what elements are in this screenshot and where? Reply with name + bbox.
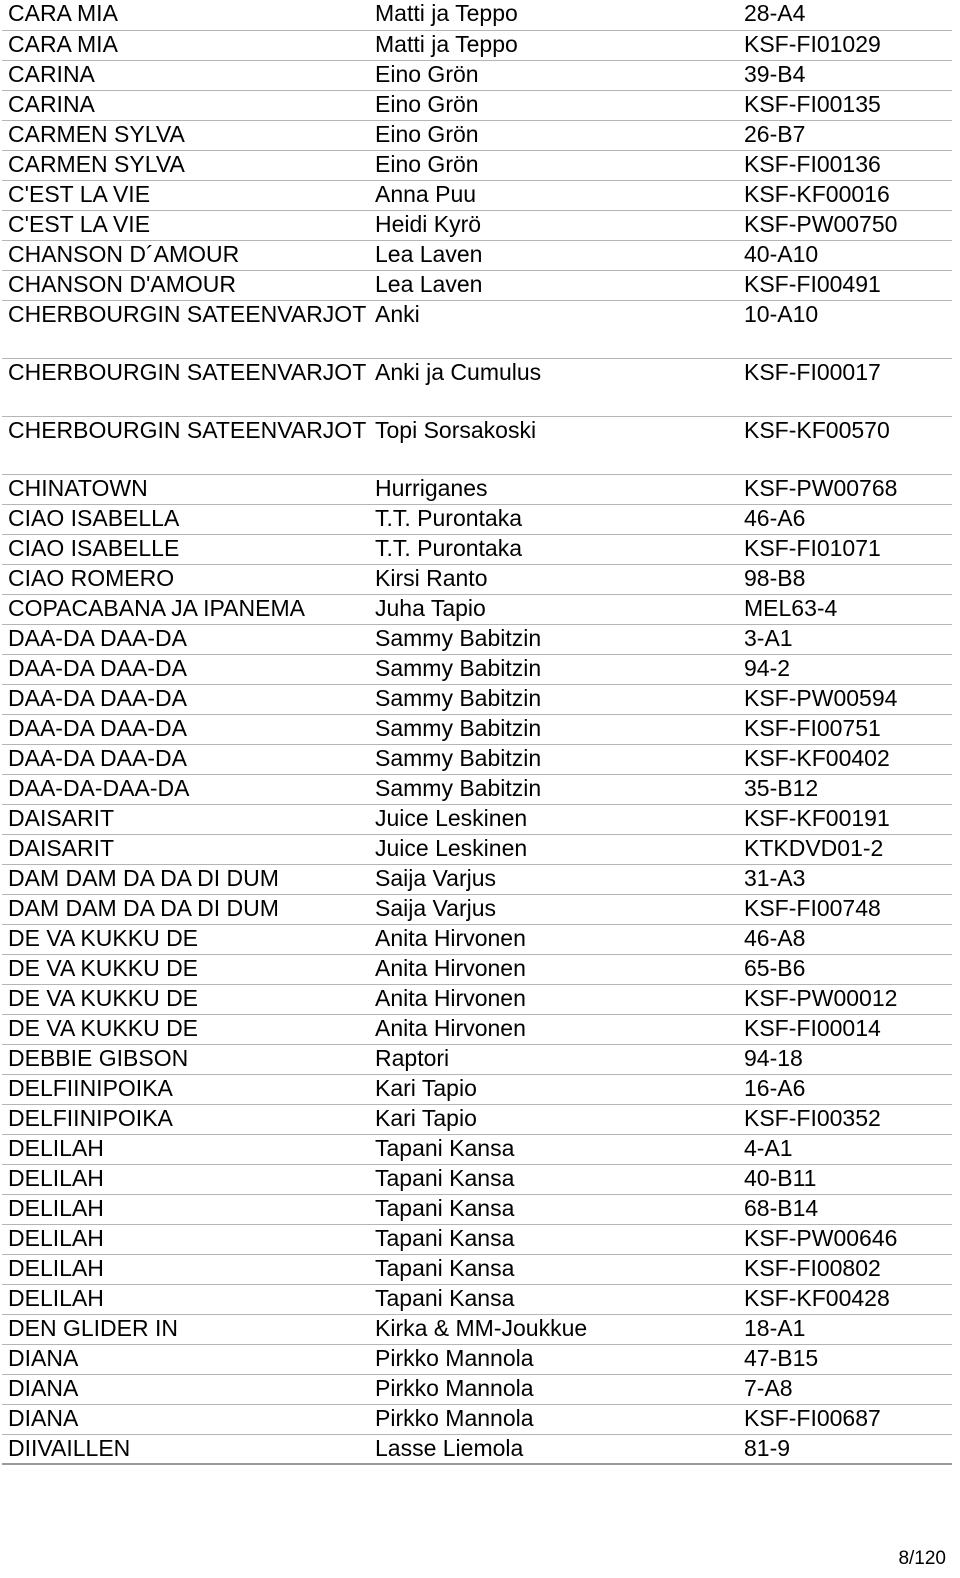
table-row [2,1104,952,1134]
artist-cell: Tapani Kansa [369,1224,738,1254]
code-cell: 46-A8 [738,924,952,954]
song-title-cell: CARINA [2,90,369,120]
table-row [2,30,952,60]
code-cell: 94-18 [738,1044,952,1074]
table-row [2,210,952,240]
code-cell: KSF-FI00136 [738,150,952,180]
table-row [2,1074,952,1104]
song-title-cell: COPACABANA JA IPANEMA [2,594,369,624]
song-title-cell: DEN GLIDER IN [2,1314,369,1344]
artist-cell: Anki [369,300,738,358]
song-title-cell: DAISARIT [2,804,369,834]
code-cell: 18-A1 [738,1314,952,1344]
song-title-cell: DAA-DA DAA-DA [2,624,369,654]
artist-cell: Tapani Kansa [369,1284,738,1314]
code-cell: KSF-FI01029 [738,30,952,60]
song-title-cell: CHANSON D'AMOUR [2,270,369,300]
artist-cell: Sammy Babitzin [369,624,738,654]
table-row [2,1134,952,1164]
code-cell: 68-B14 [738,1194,952,1224]
artist-cell: Tapani Kansa [369,1194,738,1224]
song-title-cell: CARMEN SYLVA [2,120,369,150]
table-row [2,624,952,654]
code-cell: KSF-FI00748 [738,894,952,924]
song-title-cell: DAA-DA DAA-DA [2,744,369,774]
artist-cell: Sammy Babitzin [369,684,738,714]
song-title-cell: DELILAH [2,1134,369,1164]
song-title-cell: CARA MIA [2,0,369,30]
table-row [2,894,952,924]
code-cell: KSF-FI00135 [738,90,952,120]
artist-cell: Kari Tapio [369,1104,738,1134]
table-row [2,534,952,564]
song-title-cell: CHERBOURGIN SATEENVARJOT [2,300,369,358]
artist-cell: Pirkko Mannola [369,1404,738,1434]
table-row [2,594,952,624]
code-cell: 10-A10 [738,300,952,358]
artist-cell: Kirsi Ranto [369,564,738,594]
code-cell: 3-A1 [738,624,952,654]
table-row [2,1434,952,1464]
artist-cell: Tapani Kansa [369,1164,738,1194]
artist-cell: Sammy Babitzin [369,714,738,744]
table-row [2,416,952,474]
table-row [2,358,952,416]
code-cell: 7-A8 [738,1374,952,1404]
table-row [2,180,952,210]
song-title-cell: DE VA KUKKU DE [2,984,369,1014]
code-cell: 81-9 [738,1434,952,1464]
song-title-cell: DAA-DA DAA-DA [2,684,369,714]
table-row [2,1224,952,1254]
song-title-cell: DELILAH [2,1164,369,1194]
song-title-cell: DELFIINIPOIKA [2,1104,369,1134]
table-row [2,1254,952,1284]
artist-cell: Anita Hirvonen [369,984,738,1014]
table-row [2,150,952,180]
code-cell: 46-A6 [738,504,952,534]
table-row [2,270,952,300]
table-row [2,864,952,894]
code-cell: KSF-FI00491 [738,270,952,300]
table-row [2,1344,952,1374]
table-row [2,744,952,774]
song-title-cell: DE VA KUKKU DE [2,924,369,954]
song-title-cell: DAA-DA DAA-DA [2,714,369,744]
code-cell: 39-B4 [738,60,952,90]
song-title-cell: CIAO ISABELLE [2,534,369,564]
artist-cell: Eino Grön [369,90,738,120]
table-row [2,1374,952,1404]
code-cell: 35-B12 [738,774,952,804]
table-row [2,774,952,804]
table-row [2,474,952,504]
code-cell: KSF-FI01071 [738,534,952,564]
artist-cell: T.T. Purontaka [369,504,738,534]
artist-cell: Eino Grön [369,60,738,90]
code-cell: KSF-KF00402 [738,744,952,774]
table-row [2,1014,952,1044]
code-cell: KSF-PW00594 [738,684,952,714]
code-cell: 31-A3 [738,864,952,894]
song-title-cell: DEBBIE GIBSON [2,1044,369,1074]
song-title-cell: DAM DAM DA DA DI DUM [2,894,369,924]
table-row [2,1164,952,1194]
song-rows [2,0,952,1464]
code-cell: KSF-KF00570 [738,416,952,474]
artist-cell: Anki ja Cumulus [369,358,738,416]
table-row [2,1284,952,1314]
artist-cell: Kirka & MM-Joukkue [369,1314,738,1344]
song-title-cell: DAISARIT [2,834,369,864]
code-cell: 40-B11 [738,1164,952,1194]
artist-cell: Matti ja Teppo [369,0,738,30]
artist-cell: Tapani Kansa [369,1254,738,1284]
artist-cell: Juice Leskinen [369,804,738,834]
code-cell: 94-2 [738,654,952,684]
song-title-cell: DAA-DA-DAA-DA [2,774,369,804]
table-row [2,684,952,714]
song-title-cell: DIANA [2,1344,369,1374]
song-title-cell: CARINA [2,60,369,90]
artist-cell: Saija Varjus [369,894,738,924]
table-row [2,954,952,984]
song-title-cell: CHINATOWN [2,474,369,504]
table-row [2,240,952,270]
artist-cell: Matti ja Teppo [369,30,738,60]
code-cell: KSF-FI00017 [738,358,952,416]
code-cell: KSF-FI00352 [738,1104,952,1134]
artist-cell: Anita Hirvonen [369,924,738,954]
artist-cell: Juha Tapio [369,594,738,624]
song-title-cell: DIANA [2,1404,369,1434]
artist-cell: Sammy Babitzin [369,654,738,684]
table-row [2,564,952,594]
code-cell: KSF-FI00802 [738,1254,952,1284]
code-cell: 16-A6 [738,1074,952,1104]
song-title-cell: CHERBOURGIN SATEENVARJOT [2,416,369,474]
artist-cell: Sammy Babitzin [369,744,738,774]
code-cell: KSF-FI00751 [738,714,952,744]
artist-cell: Pirkko Mannola [369,1344,738,1374]
code-cell: KSF-PW00750 [738,210,952,240]
song-title-cell: DELILAH [2,1284,369,1314]
table-row [2,1044,952,1074]
artist-cell: Raptori [369,1044,738,1074]
artist-cell: Topi Sorsakoski [369,416,738,474]
song-title-cell: DELILAH [2,1194,369,1224]
table-row [2,120,952,150]
code-cell: KSF-PW00012 [738,984,952,1014]
song-title-cell: DE VA KUKKU DE [2,954,369,984]
artist-cell: Kari Tapio [369,1074,738,1104]
song-title-cell: DELILAH [2,1224,369,1254]
table-row [2,90,952,120]
code-cell: KSF-KF00016 [738,180,952,210]
song-title-cell: CIAO ROMERO [2,564,369,594]
song-title-cell: DELFIINIPOIKA [2,1074,369,1104]
page-number: 8/120 [898,1548,946,1569]
code-cell: 47-B15 [738,1344,952,1374]
song-title-cell: DELILAH [2,1254,369,1284]
song-title-cell: CARA MIA [2,30,369,60]
song-title-cell: DE VA KUKKU DE [2,1014,369,1044]
code-cell: KSF-FI00014 [738,1014,952,1044]
artist-cell: Anita Hirvonen [369,954,738,984]
code-cell: 40-A10 [738,240,952,270]
song-title-cell: DIANA [2,1374,369,1404]
artist-cell: Eino Grön [369,150,738,180]
table-row [2,504,952,534]
table-row [2,804,952,834]
table-row [2,654,952,684]
song-table [2,0,952,1465]
song-title-cell: CIAO ISABELLA [2,504,369,534]
artist-cell: Tapani Kansa [369,1134,738,1164]
table-row [2,1404,952,1434]
code-cell: KTKDVD01-2 [738,834,952,864]
code-cell: MEL63-4 [738,594,952,624]
code-cell: 98-B8 [738,564,952,594]
code-cell: KSF-KF00428 [738,1284,952,1314]
song-title-cell: CHANSON D´AMOUR [2,240,369,270]
table-row [2,0,952,30]
song-title-cell: DAA-DA DAA-DA [2,654,369,684]
artist-cell: Saija Varjus [369,864,738,894]
song-title-cell: C'EST LA VIE [2,180,369,210]
artist-cell: Heidi Kyrö [369,210,738,240]
song-title-cell: CARMEN SYLVA [2,150,369,180]
artist-cell: Juice Leskinen [369,834,738,864]
artist-cell: Anna Puu [369,180,738,210]
artist-cell: Sammy Babitzin [369,774,738,804]
code-cell: KSF-PW00768 [738,474,952,504]
table-row [2,60,952,90]
song-title-cell: CHERBOURGIN SATEENVARJOT [2,358,369,416]
table-row [2,714,952,744]
code-cell: KSF-FI00687 [738,1404,952,1434]
table-row [2,984,952,1014]
artist-cell: Pirkko Mannola [369,1374,738,1404]
code-cell: 26-B7 [738,120,952,150]
artist-cell: Lasse Liemola [369,1434,738,1464]
code-cell: 4-A1 [738,1134,952,1164]
table-row [2,1314,952,1344]
song-title-cell: C'EST LA VIE [2,210,369,240]
artist-cell: Eino Grön [369,120,738,150]
table-row [2,1194,952,1224]
table-row [2,834,952,864]
song-title-cell: DAM DAM DA DA DI DUM [2,864,369,894]
table-row [2,924,952,954]
code-cell: KSF-PW00646 [738,1224,952,1254]
artist-cell: Anita Hirvonen [369,1014,738,1044]
table-row [2,300,952,358]
song-title-cell: DIIVAILLEN [2,1434,369,1464]
artist-cell: T.T. Purontaka [369,534,738,564]
artist-cell: Hurriganes [369,474,738,504]
code-cell: KSF-KF00191 [738,804,952,834]
code-cell: 65-B6 [738,954,952,984]
artist-cell: Lea Laven [369,240,738,270]
code-cell: 28-A4 [738,0,952,30]
artist-cell: Lea Laven [369,270,738,300]
